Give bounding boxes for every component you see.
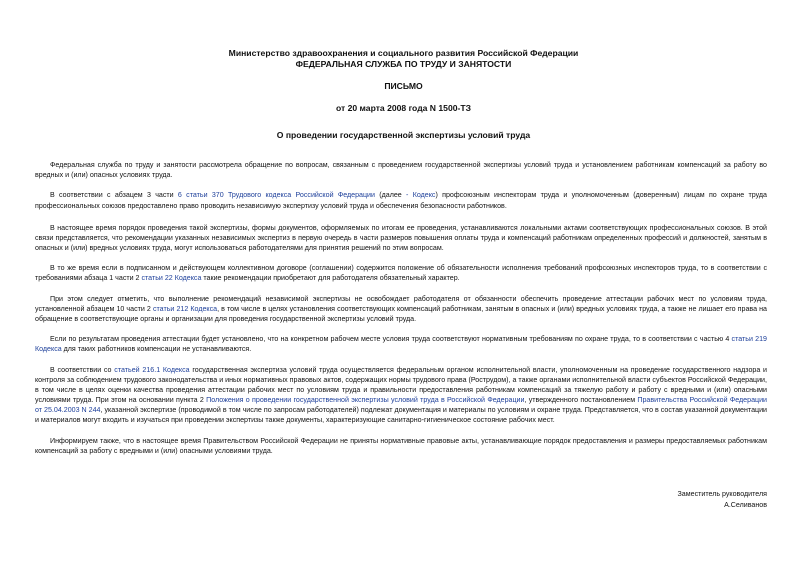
signature-position: Заместитель руководителя bbox=[677, 490, 767, 498]
paragraph-3: В настоящее время порядок проведения такой экспертизы, формы документов, оформляемых по итогам ее проведения, устанавливаются локальными актами соответствующих профессиональных союзов. В этой связи представляется, что рекомендации указанных независимых экспертиз в первую очередь в части размеров повышения оплаты труда и компенсаций работникам определенных профессий и должностей, занятым в опасных и (или) вредных условиях труда, могут использоваться работодателями для принятия решений по этим вопросам. bbox=[35, 223, 767, 252]
link-article-216-1[interactable]: статьей 216.1 Кодекса bbox=[114, 365, 190, 374]
link-article-22[interactable]: статьи 22 Кодекса bbox=[141, 274, 202, 283]
paragraph-7-text-c: , утвержденного постановлением bbox=[524, 396, 638, 405]
document-subject: О проведении государственной экспертизы условий труда bbox=[276, 130, 531, 140]
paragraph-7-text-b: государственная экспертиза условий труда осуществляется федеральным органом исполнительной власти, уполномоченным на проведение государственного надзора и контроля за соблюдением трудового законодательства и иных нормативных правовых актов, содержащих нормы трудового права (Рострудом), а также органами исполнительной власти субъектов Российской Федерации, в том числе в целях оценки качества проведения аттестации рабочих мест по условиям труда и правильности предоставления работникам компенсаций за тяжелую работу и работу с вредными и (или) опасными условиями труда. При этом на основании пункта 2 bbox=[35, 365, 768, 405]
link-article-219[interactable]: статьи 219 Кодекса bbox=[35, 335, 767, 354]
document-type: ПИСЬМО bbox=[384, 81, 423, 91]
paragraph-2-text-a: В соответствии с абзацем 3 части bbox=[50, 191, 178, 200]
signature-name: А.Селиванов bbox=[724, 501, 767, 509]
paragraph-6 bbox=[35, 334, 767, 354]
document-date-number: от 20 марта 2008 года N 1500-ТЗ bbox=[335, 103, 472, 113]
service-title: ФЕДЕРАЛЬНАЯ СЛУЖБА ПО ТРУДУ И ЗАНЯТОСТИ bbox=[295, 59, 512, 69]
paragraph-4 bbox=[35, 263, 767, 283]
paragraph-7-text-a: В соответствии со bbox=[50, 365, 115, 374]
paragraph-2 bbox=[35, 190, 767, 210]
link-article-212[interactable]: статьи 212 Кодекса bbox=[152, 304, 218, 313]
paragraph-6-text-a: Если по результатам проведения аттестации будет установлено, что на конкретном рабочем месте условия труда соответствуют нормативным требованиям по охране труда, то в соответствии с частью 4 bbox=[50, 335, 732, 344]
link-code[interactable]: - Кодекс bbox=[406, 191, 436, 200]
document-body bbox=[35, 160, 767, 466]
paragraph-2-text-c: ) профсоюзным инспекторам труда и уполномоченным (доверенным) лицам по охране труда профессиональных союзов предоставлено право проводить независимую экспертизу условий труда и обеспечения безопасности работников. bbox=[35, 191, 767, 210]
paragraph-7 bbox=[35, 365, 767, 426]
link-article-370[interactable]: 6 статьи 370 Трудового кодекса Российской Федерации bbox=[177, 191, 375, 200]
ministry-title: Министерство здравоохранения и социального развития Российской Федерации bbox=[228, 48, 579, 58]
paragraph-5-text-b: , в том числе в целях установления соответствующих компенсаций работникам, занятым в опасных и (или) вредных условиях труда, а также не лишает его права на обращение в соответствующие органы и организации для проведения государственной экспертизы условий труда. bbox=[35, 304, 767, 323]
paragraph-2-text-b: (далее bbox=[374, 191, 407, 200]
paragraph-8: Информируем также, что в настоящее время Правительством Российской Федерации не приняты нормативные правовые акты, устанавливающие порядок предоставления и размеры предоставляемых работникам компенсаций за работу с вредными и (или) опасными условиями труда. bbox=[35, 436, 767, 455]
paragraph-5-text-a: При этом следует отметить, что выполнение рекомендаций независимой экспертизы не освобождает работодателя от обязанности обеспечить проведение аттестации рабочих мест по условиям труда, установленной абзацем 10 части 2 bbox=[35, 294, 767, 313]
paragraph-1: Федеральная служба по труду и занятости рассмотрела обращение по вопросам, связанным с проведением государственной экспертизы условий труда и установлением работникам компенсаций за работу во вредных и (или) опасных условиях труда. bbox=[35, 161, 767, 180]
paragraph-7-text-d: , указанной экспертизе (проводимой в том числе по запросам работодателей) подлежат документация и материалы по условиям и охране труда. Представляется, что в состав указанной документации и материалов могут входить и изучаться при проведении экспертизы также документы, характеризующие санитарно-гигиеническое состояние рабочих мест. bbox=[35, 406, 767, 425]
paragraph-4-text-b: такие рекомендации приобретают для работодателя обязательный характер. bbox=[201, 274, 460, 283]
paragraph-4-text-a: В то же время если в подписанном и действующем коллективном договоре (соглашении) содержится положение об обязательности исполнения требований профсоюзных инспекторов труда, то в соответствии с требованиями абзаца 1 части 2 bbox=[35, 264, 767, 283]
link-regulation[interactable]: Положения о проведении государственной экспертизы условий труда в Российской Федерации bbox=[206, 396, 525, 405]
link-government-decree[interactable]: Правительства Российской Федерации от 25.04.2003 N 244 bbox=[35, 396, 768, 415]
paragraph-6-text-b: для таких работников компенсации не устанавливаются. bbox=[61, 345, 252, 354]
paragraph-5 bbox=[35, 294, 767, 324]
